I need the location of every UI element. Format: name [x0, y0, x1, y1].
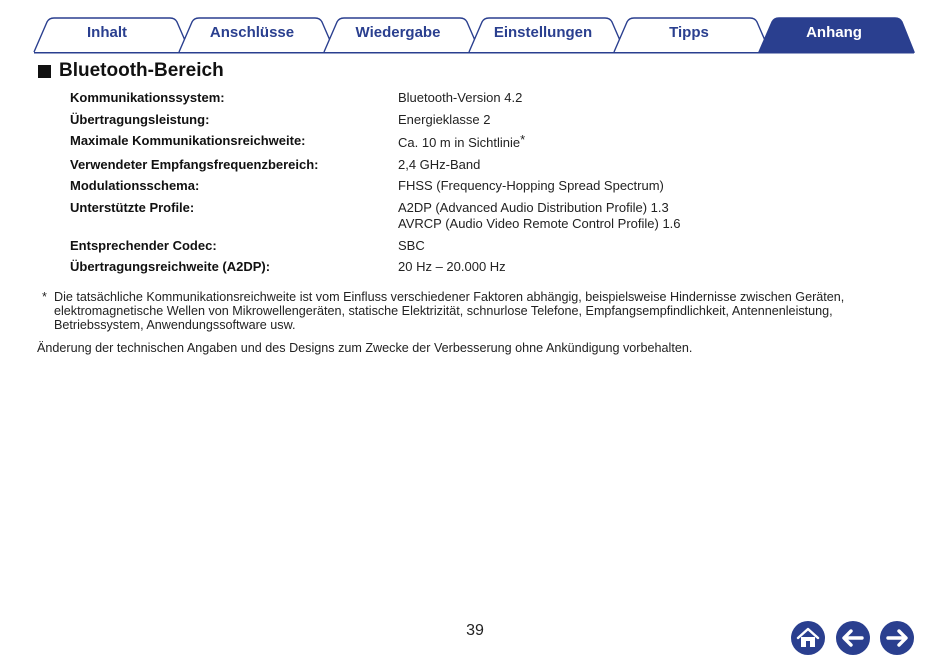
- spec-value-text: Ca. 10 m in Sichtlinie: [398, 135, 521, 151]
- spec-value-line: AVRCP (Audio Video Remote Control Profile) 1.6: [398, 215, 681, 231]
- spec-value-line: SBC: [398, 237, 425, 253]
- footnote: [42, 290, 902, 333]
- spec-label: Maximale Kommunikationsreichweite:: [70, 133, 306, 149]
- footnote-text: Die tatsächliche Kommunikationsreichweite ist vom Einfluss verschiedener Faktoren abhängig, beispielsweise Hindernisse zwischen Geräten,: [54, 290, 845, 304]
- spec-label: Verwendeter Empfangsfrequenzbereich:: [70, 156, 319, 172]
- spec-label: Übertragungsleistung:: [70, 111, 210, 127]
- spec-value: [398, 259, 506, 275]
- spec-row: [70, 200, 890, 232]
- spec-value-line: A2DP (Advanced Audio Distribution Profile) 1.3: [398, 199, 669, 215]
- spec-row: [70, 157, 890, 173]
- home-icon: [790, 620, 826, 656]
- spec-row: [70, 133, 890, 151]
- spec-value: [398, 238, 425, 254]
- spec-value: [398, 157, 480, 173]
- spec-label: Modulationsschema:: [70, 178, 200, 194]
- spec-row: [70, 238, 890, 254]
- tab-bar: [0, 0, 950, 56]
- footnote-star: *: [42, 290, 47, 304]
- spec-row: [70, 178, 890, 194]
- spec-value-line: FHSS (Frequency-Hopping Spread Spectrum): [398, 178, 664, 194]
- spec-value-line: 2,4 GHz-Band: [398, 156, 481, 172]
- tab-wiedergabe[interactable]: Wiedergabe: [355, 24, 441, 41]
- tab-inhalt[interactable]: Inhalt: [87, 24, 127, 41]
- spec-label: Übertragungsreichweite (A2DP):: [70, 259, 271, 275]
- spec-row: [70, 112, 890, 128]
- footnote-line: elektromagnetische Wellen von Mikrowellengeräten, statische Elektrizität, schnurlose Telefone, Empfangsempfindlichkeit, Antennenleistung,: [54, 304, 833, 319]
- footnote-line: [42, 290, 902, 304]
- spec-table: [70, 90, 890, 281]
- spec-value-line: [398, 132, 526, 151]
- arrow-right-icon: [879, 620, 915, 656]
- spec-label: Kommunikationssystem:: [70, 90, 225, 105]
- section-heading: [38, 60, 224, 82]
- spec-value: [398, 90, 522, 106]
- section-title: Bluetooth-Bereich: [59, 60, 224, 81]
- tab-tipps[interactable]: Tipps: [669, 24, 709, 41]
- tab-anschluesse[interactable]: Anschlüsse: [209, 24, 295, 41]
- spec-label: Unterstützte Profile:: [70, 199, 195, 215]
- spec-value: [398, 112, 491, 128]
- home-button[interactable]: [790, 620, 826, 656]
- forward-button[interactable]: [879, 620, 915, 656]
- footnote-line: Betriebssystem, Anwendungssoftware usw.: [54, 318, 296, 333]
- notice-text: Änderung der technischen Angaben und des Designs zum Zwecke der Verbesserung ohne Ankündigung vorbehalten.: [37, 341, 693, 355]
- spec-value-line: Energieklasse 2: [398, 111, 491, 127]
- spec-label: Entsprechender Codec:: [70, 237, 217, 253]
- page-number: 39: [466, 622, 484, 639]
- footnote-mark: *: [520, 132, 526, 148]
- spec-value-line: 20 Hz – 20.000 Hz: [398, 259, 506, 275]
- spec-row: [70, 259, 890, 275]
- spec-value: [398, 133, 525, 151]
- tab-anhang[interactable]: Anhang: [806, 24, 862, 41]
- back-button[interactable]: [835, 620, 871, 656]
- spec-value: [398, 178, 664, 194]
- arrow-left-icon: [835, 620, 871, 656]
- spec-value: [398, 200, 681, 232]
- spec-row: [70, 90, 890, 106]
- tab-einstellungen[interactable]: Einstellungen: [493, 24, 593, 41]
- spec-value-line: Bluetooth-Version 4.2: [398, 90, 523, 105]
- heading-square-icon: [38, 65, 51, 78]
